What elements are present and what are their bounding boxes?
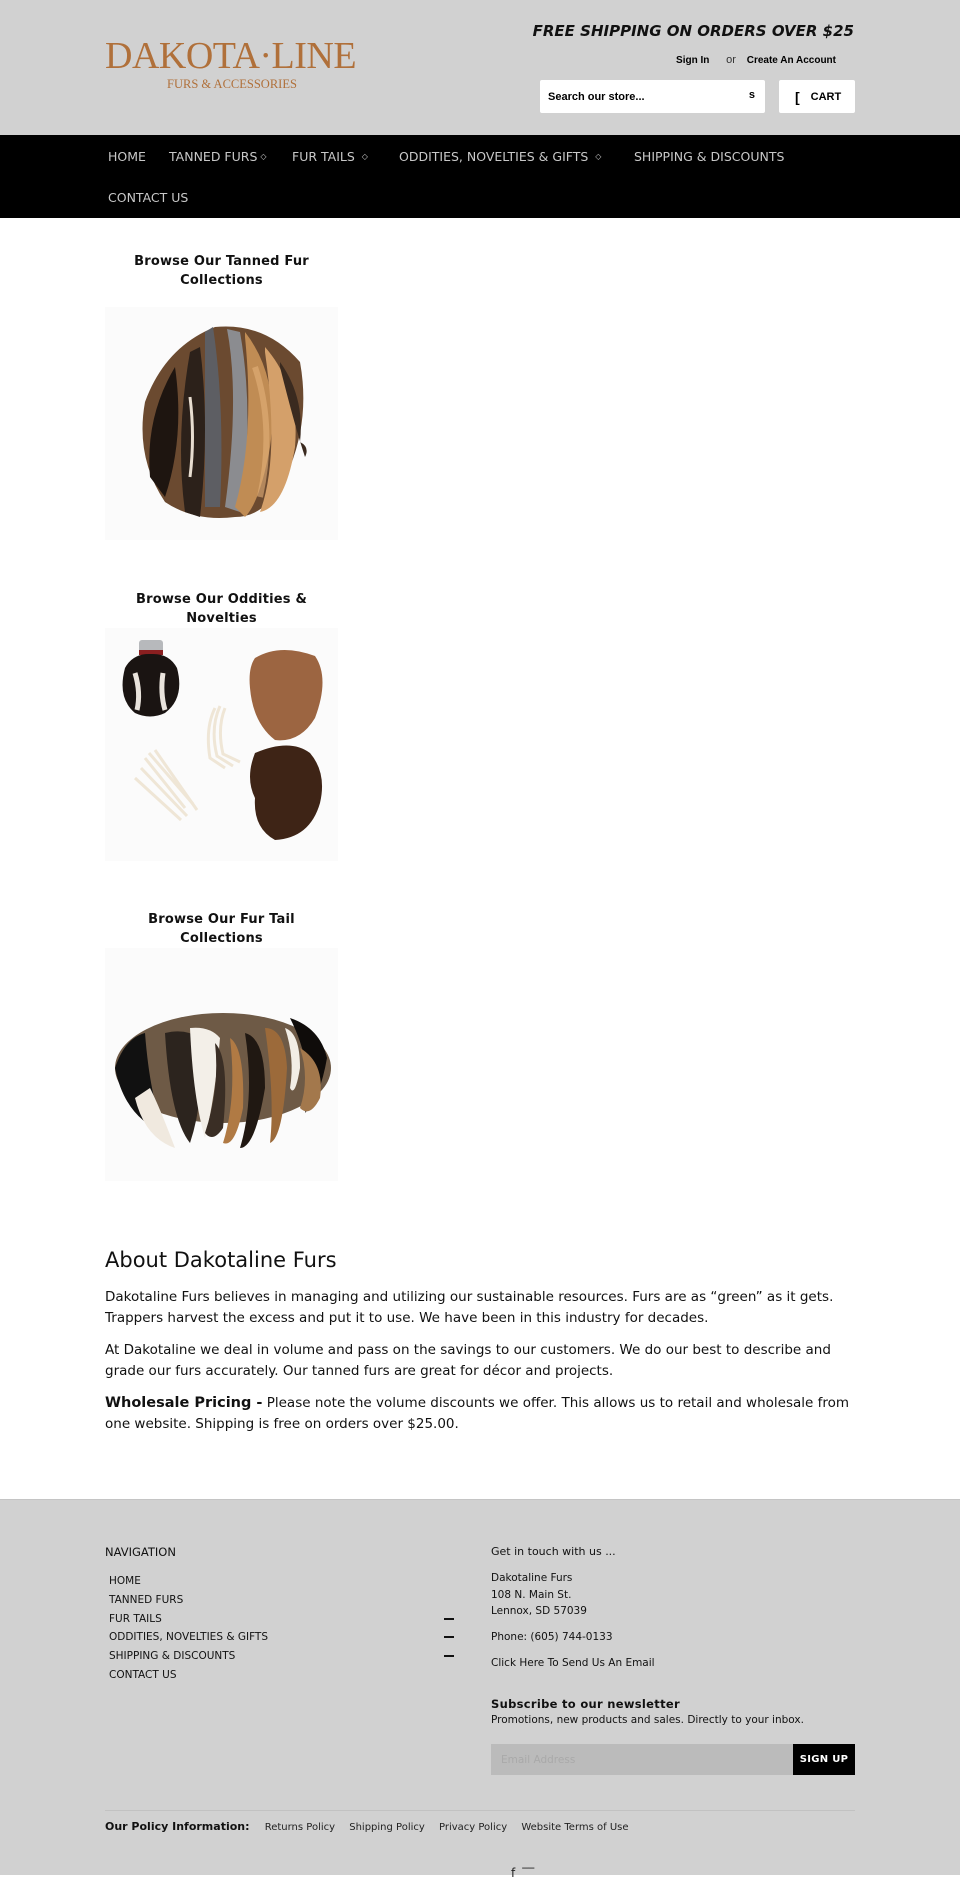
search-form [540,80,765,113]
nav-item-tanned-furs[interactable] [169,149,267,164]
footer-divider [105,1810,855,1811]
nav-label: CONTACT US [108,190,189,205]
chevron-down-icon: ◇ [361,152,368,161]
sign-up-button[interactable]: SIGN UP [793,1744,855,1775]
collapse-toggle-icon[interactable] [444,1636,454,1638]
newsletter-subtitle: Promotions, new products and sales. Directly to your inbox. [491,1713,804,1726]
account-links [676,54,836,66]
contact-title: Get in touch with us ... [491,1545,616,1558]
footer-nav-label: HOME [109,1575,141,1587]
collapse-toggle-icon[interactable] [444,1618,454,1620]
nav-item-fur-tails[interactable] [292,149,368,164]
oddities-image[interactable] [105,628,338,861]
collection-oddities[interactable] [105,590,338,860]
social-icon[interactable]: ‾‾ [522,1866,535,1880]
privacy-policy-link[interactable]: Privacy Policy [439,1822,508,1833]
collection-tanned-furs[interactable] [105,252,338,542]
nav-item-oddities[interactable] [399,149,601,164]
collection-title: Browse Our Oddities & Novelties [136,592,307,626]
chevron-down-icon: ◇ [260,152,267,161]
nav-label: FUR TAILS [292,149,355,164]
facebook-icon[interactable]: f [511,1866,516,1880]
nav-item-contact[interactable] [108,190,188,205]
title-line: Browse Our Tanned Fur [134,254,309,269]
policy-links [105,1820,640,1833]
logo-separator: · [259,35,272,77]
nav-item-home[interactable] [108,149,146,164]
nav-item-shipping[interactable] [634,149,784,164]
footer-nav-label: FUR TAILS [109,1612,162,1625]
nav-label: SHIPPING & DISCOUNTS [634,149,785,164]
email-field[interactable] [491,1744,793,1775]
about-paragraph-2: At Dakotaline we deal in volume and pass on the savings to our customers. We do our best to describe and grade our furs accurately. Our tanned furs are great for décor and projects. [105,1342,831,1379]
about-paragraph-wholesale [105,1393,865,1435]
footer-nav-item-contact[interactable] [109,1666,454,1685]
policy-label: Our Policy Information: [105,1820,250,1833]
logo-word-line: LINE [271,35,357,77]
search-icon[interactable]: s [748,89,755,101]
collapse-toggle-icon[interactable] [444,1655,454,1657]
email-link[interactable]: Click Here To Send Us An Email [491,1656,655,1669]
shipping-policy-link[interactable]: Shipping Policy [349,1822,425,1833]
cart-icon: [ [795,88,800,105]
footer-nav-item-shipping[interactable] [109,1647,454,1666]
chevron-down-icon: ◇ [595,152,602,161]
logo-tagline: FURS & ACCESSORIES [167,77,297,91]
terms-of-use-link[interactable]: Website Terms of Use [521,1822,629,1833]
main-nav [0,135,960,218]
nav-label: TANNED FURS [169,149,258,164]
sign-in-link[interactable]: Sign In [676,55,710,66]
tanned-furs-image[interactable] [105,307,338,540]
city-state-zip: Lennox, SD 57039 [491,1605,587,1617]
footer-nav-item-fur-tails[interactable] [109,1610,454,1629]
footer-nav-label: ODDITIES, NOVELTIES & GIFTS [109,1631,269,1644]
footer-nav-item-home[interactable] [109,1572,454,1591]
cart-label: CART [810,90,842,103]
nav-label: ODDITIES, NOVELTIES & GIFTS [399,149,589,164]
site-header [0,0,960,135]
phone-number: Phone: (605) 744-0133 [491,1630,613,1643]
or-text: or [726,54,736,66]
footer-nav-label: SHIPPING & DISCOUNTS [109,1650,236,1663]
footer-nav-label: CONTACT US [109,1668,177,1681]
about-section [105,1248,865,1446]
newsletter-form [491,1744,855,1775]
footer-nav-item-tanned-furs[interactable] [109,1591,454,1610]
logo-word-dakota: DAKOTA [105,35,260,77]
about-paragraph-1: Dakotaline Furs believes in managing and utilizing our sustainable resources. Furs are as “green” as it gets. Trappers harvest the excess and put it to use. We have been in this industry for decades. [105,1289,834,1326]
collection-title: Browse Our Fur Tail Collections [148,912,295,946]
footer-nav-label: TANNED FURS [109,1593,184,1606]
collection-fur-tails[interactable] [105,910,338,1180]
footer-nav-title: NAVIGATION [105,1545,176,1559]
logo[interactable] [105,35,357,96]
company-name: Dakotaline Furs [491,1572,573,1584]
wholesale-text: Please note the volume discounts we offer. This allows us to retail and wholesale from one website. Shipping is free on orders over $25.00. [105,1395,850,1432]
footer-nav-list [109,1572,454,1685]
fur-pelts-illustration [105,307,338,540]
title-line: Collections [180,273,263,288]
search-input[interactable] [540,80,725,113]
free-shipping-banner: FREE SHIPPING ON ORDERS OVER $25 [532,22,854,40]
oddities-illustration [105,628,338,861]
collection-title [105,252,338,290]
footer-nav-item-oddities[interactable] [109,1628,454,1647]
nav-label: HOME [108,149,146,164]
fur-tails-image[interactable] [105,948,338,1181]
fur-tails-illustration [105,948,338,1181]
about-heading: About Dakotaline Furs [105,1248,337,1272]
site-footer [0,1499,960,1880]
social-links [511,1866,541,1880]
cart-button[interactable] [779,80,855,113]
address [491,1570,861,1620]
returns-policy-link[interactable]: Returns Policy [264,1822,336,1833]
contact-block [491,1545,861,1726]
street-address: 108 N. Main St. [491,1588,572,1601]
logo-wordmark [105,35,357,77]
wholesale-label: Wholesale Pricing - [105,1395,263,1411]
create-account-link[interactable]: Create An Account [746,55,836,66]
newsletter-title: Subscribe to our newsletter [491,1696,680,1711]
